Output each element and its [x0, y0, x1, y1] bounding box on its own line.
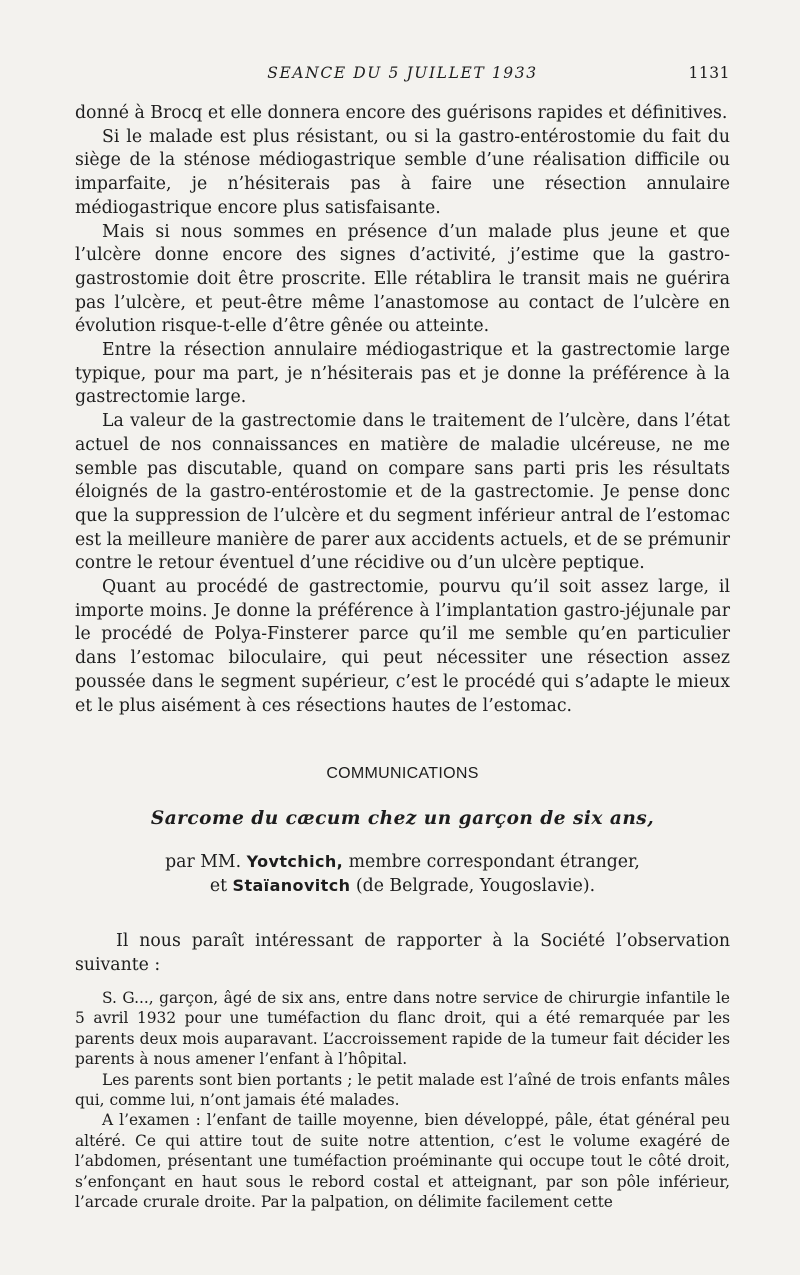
discussion-text: [75, 102, 730, 718]
paragraph: Il nous paraît intéressant de rapporter à la Société l’observation suivante :: [75, 931, 730, 975]
paragraph: La valeur de la gastrectomie dans le traitement de l’ulcère, dans l’état actuel de nos connaissances en matière de maladie ulcéreuse, ne me semble pas discutable, quand on compare sans parti pris les résultats éloignés de la gastro-entérostomie et de la gastrectomie. Je pense donc que la suppression de l’ulcère et du segment inférieur antral de l’estomac est la meilleure manière de parer aux accidents actuels, et de se prémunir contre le retour éventuel d’une récidive ou d’un ulcère peptique.: [75, 411, 730, 574]
running-title: SEANCE DU 5 JUILLET 1933: [267, 64, 538, 82]
paragraph: Les parents sont bien portants ; le petit malade est l’aîné de trois enfants mâles qui, comme lui, n’ont jamais été malades.: [75, 1070, 730, 1110]
authors-line-1: [75, 850, 730, 874]
author-affiliation: (de Belgrade, Yougoslavie).: [355, 876, 596, 896]
article-intro: [75, 929, 730, 977]
paragraph: A l’examen : l’enfant de taille moyenne, bien développé, pâle, état général peu altéré. Ce qui attire tout de suite notre attention, c’est le volume exagéré de l’abdomen, présentant une tuméfaction proéminante qui occupe tout le côté droit, s’enfonçant en haut sous le rebord costal et atteignant, par son pôle inférieur, l’arcade crurale droite. Par la palpation, on délimite facilement cette: [75, 1111, 730, 1212]
authors-prefix: par MM.: [165, 852, 242, 872]
authors-conjunction: et: [209, 876, 228, 896]
author-name: Staïanovitch: [232, 876, 351, 895]
article-title: Sarcome du cæcum chez un garçon de six ans,: [150, 808, 655, 829]
paragraph: Quant au procédé de gastrectomie, pourvu qu’il soit assez large, il importe moins. Je donne la préférence à l’implantation gastro-jéjunale par le procédé de Polya-Finsterer parce qu’il me semble qu’en particulier dans l’estomac biloculaire, qui peut nécessiter une résection assez poussée dans le segment supérieur, c’est le procédé qui s’adapte le mieux et le plus aisément à ces résections hautes de l’estomac.: [75, 577, 730, 716]
section-heading: COMMUNICATIONS: [326, 765, 479, 782]
author-name: Yovtchich,: [246, 852, 344, 871]
article-authors: [75, 850, 730, 898]
case-observation: [75, 988, 730, 1212]
page-header: [75, 64, 730, 86]
authors-line-2: [75, 874, 730, 898]
paragraph: S. G..., garçon, âgé de six ans, entre dans notre service de chirurgie infantile le 5 avril 1932 pour une tuméfaction du flanc droit, qui a été remarquée par les parents deux mois auparavant. L’accroissement rapide de la tumeur fait décider les parents à nous amener l’enfant à l’hôpital.: [75, 989, 730, 1069]
author-affiliation: membre correspondant étranger,: [348, 852, 640, 872]
paragraph: Si le malade est plus résistant, ou si la gastro-entérostomie du fait du siège de la sténose médiogastrique semble d’une réalisation difficile ou imparfaite, je n’hésiterais pas à faire une résection annulaire médiogastrique encore plus satisfaisante.: [75, 126, 730, 218]
paragraph: donné à Brocq et elle donnera encore des guérisons rapides et définitives.: [75, 103, 728, 123]
paragraph: Entre la résection annulaire médiogastrique et la gastrectomie large typique, pour ma part, je n’hésiterais pas et je donne la préférence à la gastrectomie large.: [75, 340, 730, 408]
paragraph: Mais si nous sommes en présence d’un malade plus jeune et que l’ulcère donne encore des signes d’activité, j’estime que la gastro-gastrostomie doit être proscrite. Elle rétablira le transit mais ne guérira pas l’ulcère, et peut-être même l’anastomose au contact de l’ulcère en évolution risque-t-elle d’être gênée ou atteinte.: [75, 221, 730, 337]
page-number: 1131: [688, 64, 730, 82]
